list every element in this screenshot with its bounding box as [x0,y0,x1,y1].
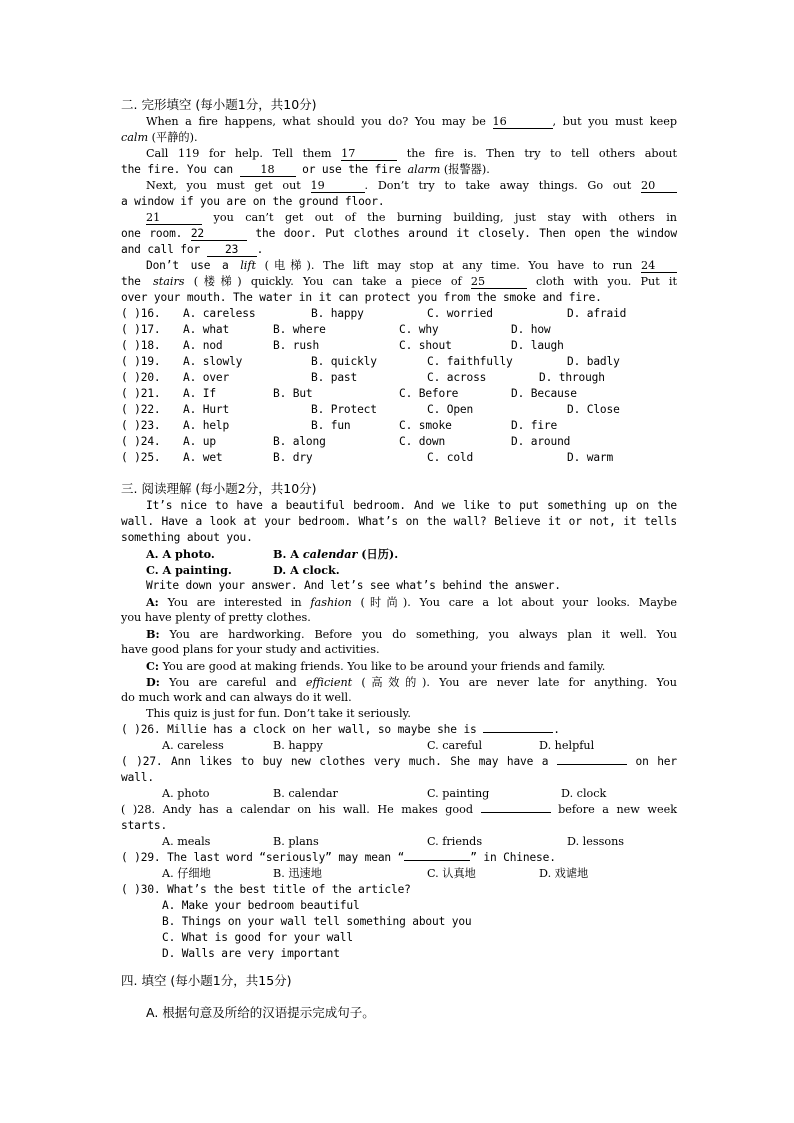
option-b[interactable]: B. rush [273,339,320,352]
option-d[interactable]: D. afraid [567,307,627,320]
option-b[interactable]: B. 迅速地 [273,867,322,880]
passage-line: Write down your answer. And let’s see what’s behind the answer. [146,579,561,592]
option-a[interactable]: A. help [183,419,230,432]
choice-c: C. A painting. [146,563,232,577]
option-d[interactable]: D. fire [511,419,558,432]
answer-blank[interactable] [483,732,553,733]
option-c[interactable]: C. why [399,323,439,336]
option-b[interactable]: B. where [273,323,326,336]
passage-line: you have plenty of pretty clothes. [121,611,311,624]
question-number: ( )23. [121,419,161,432]
option-row [121,354,677,370]
option-row [121,322,677,338]
blank-17[interactable]: 17 [341,147,397,161]
section2-title: 二. 完形填空 (每小题1分，共10分) [121,97,317,112]
blank-18[interactable]: 18 [240,163,296,177]
question-26: ( )26. Millie has a clock on her wall, so maybe she is . [121,723,560,736]
option-c[interactable]: C. smoke [399,419,452,432]
answer-blank[interactable] [404,860,470,861]
option-row [121,338,677,354]
worksheet [121,96,677,1022]
question-29: ( )29. The last word “seriously” may mean “ ” in Chinese. [121,851,556,864]
option-b[interactable]: B. fun [311,419,351,432]
option-b[interactable]: B. plans [273,835,319,848]
choice-a: A. A photo. [146,547,215,561]
passage-line: This quiz is just for fun. Don’t take it seriously. [146,707,411,720]
passage-line: the fire. You can 18 or use the fire alarm (报警器). [121,163,490,176]
option-a[interactable]: A. careless [162,739,224,752]
option-b[interactable]: B. happy [311,307,364,320]
blank-21[interactable]: 21 [146,211,202,225]
passage-line: have good plans for your study and activities. [121,643,380,656]
passage-line: a window if you are on the ground floor. [121,195,385,208]
option-row [121,386,677,402]
option-a[interactable]: A. If [183,387,216,400]
passage-line: wall. Have a look at your bedroom. What’s on the wall? Believe it or not, it tells [121,515,677,528]
question-28: ( )28. Andy has a calendar on his wall. He makes good before a new week [121,803,677,816]
answer-blank[interactable] [557,764,627,765]
choice-row: A. A photo. B. A calendar (日历). [146,547,399,561]
question-number: ( )20. [121,371,161,384]
option-c[interactable]: C. painting [427,787,490,800]
passage-line: over your mouth. The water in it can protect you from the smoke and fire. [121,291,602,304]
question-number: ( )19. [121,355,161,368]
answer-blank[interactable] [481,812,551,813]
options-28 [121,834,677,850]
option-d[interactable]: D. how [511,323,551,336]
blank-25[interactable]: 25 [471,275,527,289]
blank-20[interactable]: 20 [641,179,677,193]
option-a[interactable]: A. 仔细地 [162,867,211,880]
choice-row [121,562,677,578]
passage-line: and call for 23 . [121,243,264,256]
option-b[interactable]: B. calendar [273,787,338,800]
question-number: ( )24. [121,435,161,448]
option-c[interactable]: C. Before [399,387,459,400]
question-number: ( )22. [121,403,161,416]
options-29 [121,866,677,882]
passage-line: 21 you can’t get out of the burning building, just stay with others in [146,211,677,224]
passage-line: do much work and can always do it well. [121,691,352,704]
answer-d: D: You are careful and efficient (高效的). You are never late for anything. You [146,675,677,689]
blank-16[interactable]: 16 [493,115,553,129]
passage-line: starts. [121,819,168,832]
option-c[interactable]: C. What is good for your wall [162,931,353,944]
option-c[interactable]: C. 认真地 [427,867,476,880]
option-d[interactable]: D. helpful [539,739,595,752]
passage-line: calm (平静的). [121,131,198,144]
option-b[interactable]: B. Protect [311,403,377,416]
passage-line: something about you. [121,531,253,544]
option-a[interactable]: A. wet [183,451,223,464]
question-number: ( )21. [121,387,161,400]
option-c[interactable]: C. Open [427,403,474,416]
option-row [121,402,677,418]
option-b[interactable]: B. Things on your wall tell something about you [162,915,472,928]
option-d[interactable]: D. Walls are very important [162,947,340,960]
question-27: ( )27. Ann likes to buy new clothes very much. She may have a on her [121,755,677,768]
question-number: ( )18. [121,339,161,352]
option-d[interactable]: D. 戏谑地 [539,867,589,880]
option-a[interactable]: A. Make your bedroom beautiful [162,899,360,912]
option-c[interactable]: C. across [427,371,487,384]
option-a[interactable]: A. meals [162,835,211,848]
passage-line: It’s nice to have a beautiful bedroom. And we like to put something up on the [146,499,677,512]
option-a[interactable]: A. careless [183,307,256,320]
section3-title: 三. 阅读理解 (每小题2分，共10分) [121,481,317,496]
option-a[interactable]: A. up [183,435,216,448]
option-c[interactable]: C. careful [427,739,483,752]
blank-24[interactable]: 24 [641,259,677,273]
option-b[interactable]: B. happy [273,739,323,752]
option-a[interactable]: A. nod [183,339,223,352]
option-a[interactable]: A. Hurt [183,403,230,416]
option-c[interactable]: C. friends [427,835,483,848]
option-a[interactable]: A. slowly [183,355,243,368]
passage-line: Call 119 for help. Tell them 17 the fire is. Then try to tell others about [146,147,677,160]
option-row [121,450,677,466]
passage-line: one room. 22 the door. Put clothes around it closely. Then open the window [121,227,677,240]
option-a[interactable]: A. what [183,323,230,336]
option-d[interactable]: D. Because [511,387,577,400]
answer-a: A: You are interested in fashion (时尚). You care a lot about your looks. Maybe [146,595,677,609]
options-26 [121,738,677,754]
option-d[interactable]: D. laugh [511,339,564,352]
options-27 [121,786,677,802]
option-d[interactable]: D. clock [561,787,607,800]
option-d[interactable]: D. badly [567,355,620,368]
passage-line: the stairs (楼梯) quickly. You can take a piece of 25 cloth with you. Put it [121,275,677,288]
option-c[interactable]: C. faithfully [427,355,513,368]
passage-line: Next, you must get out 19 . Don’t try to take away things. Go out 20 [121,178,677,194]
choice-d: D. A clock. [273,563,340,577]
option-row [121,434,677,450]
passage-line: wall. [121,771,154,784]
question-number: ( )25. [121,451,161,464]
blank-19[interactable]: 19 [311,179,365,193]
option-c[interactable]: C. cold [427,451,474,464]
option-a[interactable]: A. over [183,371,230,384]
option-c[interactable]: C. shout [399,339,452,352]
answer-c: C: You are good at making friends. You like to be around your friends and family. [146,659,606,673]
question-number: ( )17. [121,323,161,336]
option-row [121,418,677,434]
option-d[interactable]: D. through [539,371,605,384]
option-b[interactable]: B. quickly [311,355,377,368]
option-d[interactable]: D. warm [567,451,614,464]
question-number: ( )16. [121,307,161,320]
option-d[interactable]: D. lessons [567,835,625,848]
option-b[interactable]: B. along [273,435,326,448]
passage-line: When a fire happens, what should you do? You may be 16 , but you must keep [146,115,677,128]
option-a[interactable]: A. photo [162,787,210,800]
option-b[interactable]: B. But [273,387,313,400]
section4-subtitle: A. 根据句意及所给的汉语提示完成句子。 [146,1005,375,1020]
question-30: ( )30. What’s the best title of the article? [121,883,411,896]
option-d[interactable]: D. Close [567,403,620,416]
option-b[interactable]: B. past [311,371,358,384]
option-row [121,306,677,322]
option-c[interactable]: C. down [399,435,446,448]
blank-22[interactable]: 22 [191,227,247,241]
option-d[interactable]: D. around [511,435,571,448]
answer-b: B: You are hardworking. Before you do something, you always plan it well. You [146,627,677,641]
cloze-options [121,306,677,466]
option-row [121,370,677,386]
passage-line: Don’t use a lift (电梯). The lift may stop at any time. You have to run 24 [121,258,677,274]
blank-23[interactable]: 23 [207,243,257,257]
section4-title: 四. 填空 (每小题1分，共15分) [121,973,292,988]
option-b[interactable]: B. dry [273,451,313,464]
option-c[interactable]: C. worried [427,307,493,320]
